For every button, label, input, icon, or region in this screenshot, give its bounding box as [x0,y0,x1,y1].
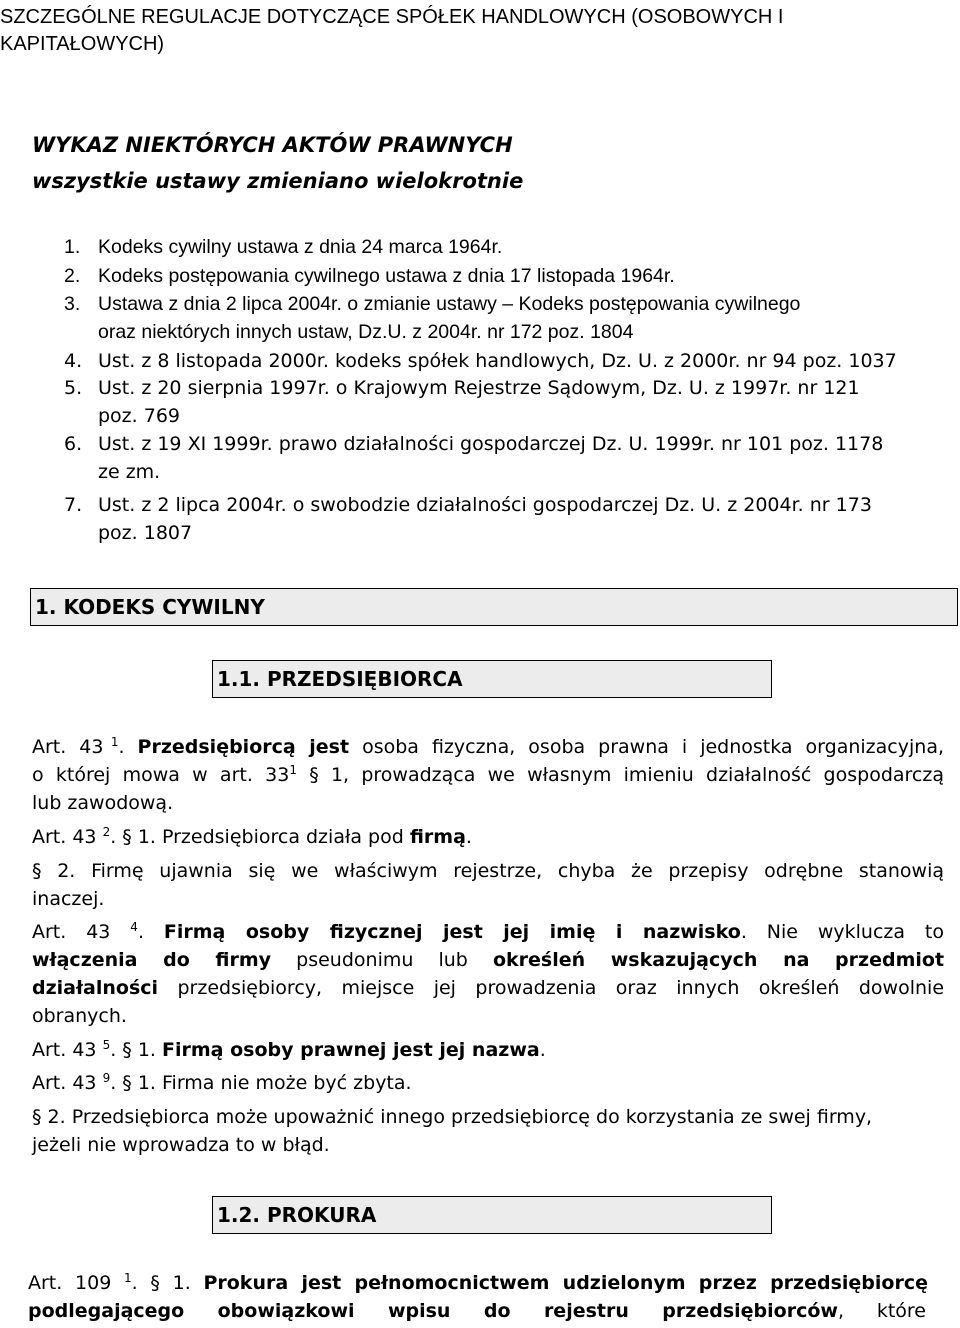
list-item [64,494,872,516]
article-109-1-line2 [28,1300,926,1322]
article-superscript: 1 [124,1271,132,1285]
list-item-continuation: poz. 1807 [98,522,193,544]
list-number: 2. [64,265,81,287]
list-item [64,236,502,259]
list-item [64,265,675,288]
article-bold-text: określeń wskazujących na przedmiot [492,949,945,971]
list-number: 5. [64,377,83,399]
list-text: Ust. z 2 lipca 2004r. o swobodzie działalności gospodarczej Dz. U. z 2004r. nr 173 [98,494,872,516]
article-109-1-line1 [28,1272,928,1294]
article-label: Art. 43 [32,1072,97,1094]
article-punct: . [118,736,125,758]
list-number: 1. [64,236,81,258]
list-item-continuation: ze zm. [98,461,161,483]
subsection-heading-box [212,660,772,698]
article-text: § 2. Firmę ujawnia się we właściwym rejestrze, chyba że przepisy odrębne stanowią [32,860,944,882]
article-superscript: 5 [102,1038,111,1052]
article-text: . § 1. [110,1039,156,1061]
article-bold-text: Prokura jest pełnomocnictwem udzielonym przez przedsiębiorcę [203,1272,928,1294]
article-43-2-para2-line2: inaczej. [32,888,105,910]
list-item [64,293,960,316]
subsection-heading-box [212,1196,772,1234]
article-text: . Nie wyklucza to [740,921,944,943]
article-punct: . [539,1039,546,1061]
section-heading: 1. KODEKS CYWILNY [35,595,265,619]
article-43-9-para2-line2: jeżeli nie wprowadza to w błąd. [32,1134,330,1156]
article-text: . § 1. Przedsiębiorca działa pod [110,826,404,848]
article-label: Art. 43 [32,1039,97,1061]
acts-subheading: wszystkie ustawy zmieniano wielokrotnie [32,169,524,193]
article-text: , które [837,1300,926,1322]
article-43-5-line1 [32,1039,546,1061]
list-text: Ust. z 20 sierpnia 1997r. o Krajowym Rejestrze Sądowym, Dz. U. z 1997r. nr 121 [98,377,860,399]
list-number: 7. [64,494,83,516]
article-text: . § 1. [131,1272,191,1294]
list-text: Ustawa z dnia 2 lipca 2004r. o zmianie ustawy – Kodeks postępowania cywilnego [98,293,801,315]
article-bold-text: działalności [32,977,159,999]
article-43-4-line1 [32,921,944,943]
article-43-9-line1 [32,1072,412,1094]
article-label: Art. 43 [32,736,104,758]
article-superscript: 2 [102,825,111,839]
article-text: pseudonimu lub [296,949,468,971]
acts-heading: WYKAZ NIEKTÓRYCH AKTÓW PRAWNYCH [32,133,513,157]
article-superscript: 4 [130,920,138,934]
article-text: . § 1. Firma nie może być zbyta. [110,1072,412,1094]
list-text: Ust. z 8 listopada 2000r. kodeks spółek handlowych, Dz. U. z 2000r. nr 94 poz. 1037 [98,350,897,372]
article-text: o której mowa w art. 33 [32,764,290,786]
article-bold-text: firmą [409,826,466,848]
article-label: Art. 43 [32,826,97,848]
article-superscript: 9 [102,1071,111,1085]
article-43-4-line2 [32,949,944,971]
article-bold-text: Firmą osoby prawnej jest jej nazwa [162,1039,540,1061]
list-text: Ust. z 19 XI 1999r. prawo działalności gospodarczej Dz. U. 1999r. nr 101 poz. 1178 [98,433,884,455]
list-item [64,433,883,455]
list-number: 3. [64,293,81,315]
document-title-line2: KAPITAŁOWYCH) [0,33,165,55]
article-bold-text: Przedsiębiorcą jest [137,736,350,758]
article-43-2-para2-line1 [32,860,944,882]
article-label: Art. 109 [28,1272,112,1294]
section-heading-box [30,588,958,626]
article-43-9-para2-line1: § 2. Przedsiębiorca może upoważnić innego przedsiębiorcę do korzystania ze swej firmy, [32,1106,873,1128]
list-item [64,350,897,372]
article-43-4-line3 [32,977,944,999]
article-superscript: 1 [289,763,297,777]
article-text: przedsiębiorcy, miejsce jej prowadzenia oraz innych określeń dowolnie [177,977,945,999]
article-text: § 1, prowadząca we własnym imieniu działalność gospodarczą [309,764,944,786]
article-bold-text: włączenia do firmy [32,949,272,971]
article-bold-text: Firmą osoby fizycznej jest jej imię i nazwisko [163,921,741,943]
list-number: 6. [64,433,83,455]
article-label: Art. 43 [32,921,111,943]
list-number: 4. [64,350,83,372]
article-43-4-line4: obranych. [32,1005,127,1027]
list-item [64,377,860,399]
article-superscript: 1 [110,735,119,749]
article-43-1-line3: lub zawodową. [32,792,174,814]
article-bold-text: podlegającego obowiązkowi wpisu do rejestru przedsiębiorców [28,1300,838,1322]
article-text: osoba fizyczna, osoba prawna i jednostka organizacyjna, [362,736,944,758]
list-item-continuation: oraz niektórych innych ustaw, Dz.U. z 2004r. nr 172 poz. 1804 [98,321,634,343]
article-43-1-line2 [32,764,944,786]
article-43-2-line1 [32,826,472,848]
subsection-heading: 1.2. PROKURA [217,1203,377,1227]
article-punct: . [465,826,472,848]
subsection-heading: 1.1. PRZEDSIĘBIORCA [217,667,463,691]
document-title-line1: SZCZEGÓLNE REGULACJE DOTYCZĄCE SPÓŁEK HANDLOWYCH (OSOBOWYCH I [0,6,784,28]
list-text: Kodeks cywilny ustawa z dnia 24 marca 1964r. [98,236,503,258]
list-item-continuation: poz. 769 [98,405,181,427]
list-text: Kodeks postępowania cywilnego ustawa z dnia 17 listopada 1964r. [98,265,675,287]
article-punct: . [137,921,144,943]
article-43-1-line1 [32,736,944,758]
